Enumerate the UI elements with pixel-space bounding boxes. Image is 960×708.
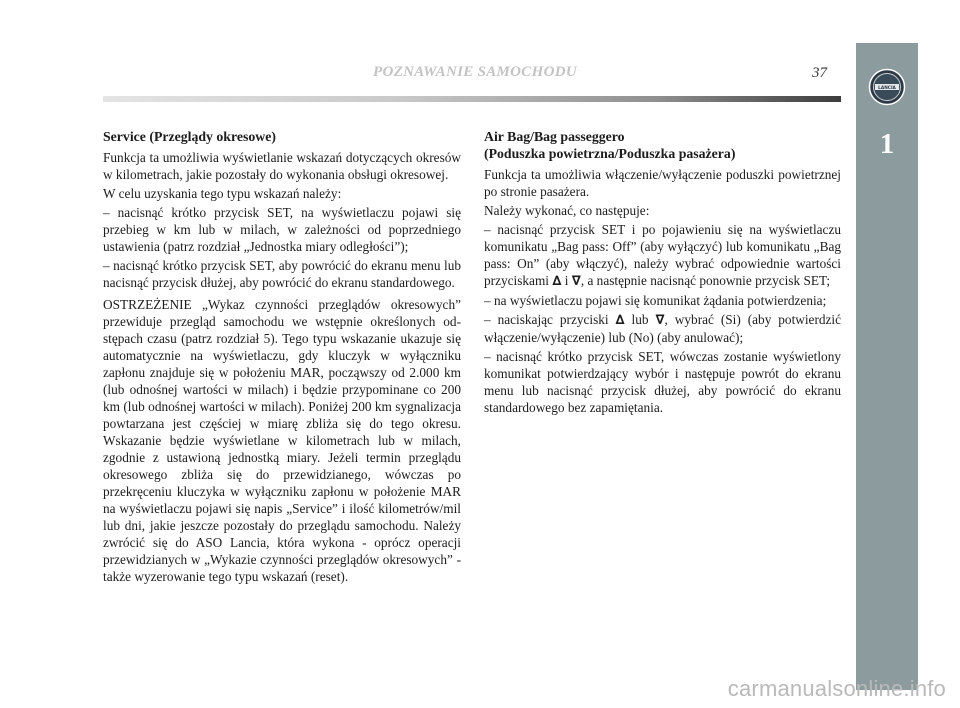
chapter-number: 1	[879, 128, 895, 160]
airbag-step-4: – nacisnąć krótko przycisk SET, wówczas zostanie wyświetlony komunikat potwierdzający wybór i następuje powrót do ekranu menu lub nacisnąć przycisk dłużej, aby powrócić do ekranu standardowego bez zapamiętania.	[484, 349, 841, 415]
airbag-step-1-text: – nacisnąć przycisk SET i po pojawieniu się na wyświetlaczu komunikatu „Bag pass: Off” (aby wyłączyć) lub komunikatu „Bag pass: On” (aby włączyć), należy wybrać odpowiednie wartości przyciskami	[484, 222, 841, 288]
airbag-step-3-or: lub	[631, 312, 649, 327]
airbag-step-1-and: i	[564, 273, 569, 288]
service-instruction: W celu uzyskania tego typu wskazań należy:	[103, 186, 342, 201]
airbag-step-1-tail: , a następnie nacisnąć ponownie przycisk SET;	[580, 273, 831, 288]
service-step-1: – nacisnąć krótko przycisk SET, na wyświetlaczu pojawi się przebieg w km lub w milach, w zależności od poprzedniego ustawienia (patrz rozdział „Jednostka miary odległości”);	[103, 205, 461, 254]
up-arrow-icon: ∆	[615, 313, 625, 328]
airbag-instruction: Należy wykonać, co następuje:	[484, 203, 650, 218]
airbag-heading-line-1: Air Bag/Bag passeggero	[484, 129, 625, 144]
service-step-2: – nacisnąć krótko przycisk SET, aby powrócić do ekranu menu lub nacisnąć przycisk dłużej, aby powrócić do ekranu standardowego.	[103, 258, 461, 290]
page-header-title: POZNAWANIE SAMOCHODU	[373, 64, 577, 80]
service-intro: Funkcja ta umożliwia wyświetlanie wskazań dotyczących okresów w kilometrach, jakie pozostały do wykonania obsługi okresowej.	[103, 150, 461, 182]
airbag-step-3-tail: , wybrać (Si) (aby potwierdzić włączenie/wyłączenie) lub (No) (aby anulować);	[484, 312, 842, 345]
airbag-step-3	[484, 311, 841, 346]
service-warning: OSTRZEŻENIE „Wykaz czynności przeglądów okresowych” przewiduje przegląd samochodu we wstępnie określonych odstępach czasu (patrz rozdział 5). Tego typu wskazanie ukazuje się automatycznie na wyświetlaczu, gdy kluczyk w wyłączniku zapłonu znajduje się w położeniu MAR, począwszy od 2.000 km (lub odnośnej wartości w milach) i będzie przypominane co 200 km (lub odnośnej wartości w milach). Poniżej 200 km sygnalizacja powtarzana jest częściej w miarę zbliża się do tego okresu. Wskazanie będzie wyświetlane w kilometrach lub w milach, zgodnie z ustawioną jednostką miary. Jeżeli termin przeglądu okresowego zbliża się do przewidzianego, wówczas po przekręceniu kluczyka w wyłączniku zapłonu w położenie MAR na wyświetlaczu pojawi się napis „Service” i ilość kilometrów/mil lub dni, jakie jeszcze pozostały do przeglądu samochodu. Należy zwrócić się do ASO Lancia, która wykona - oprócz operacji przewidzianych w „Wykazie czynności przeglądów okresowych” - także wyzerowanie tego typu wskazań (reset).	[103, 297, 461, 584]
up-arrow-icon: ∆	[552, 274, 562, 289]
airbag-step-1	[484, 221, 841, 290]
down-arrow-icon: ∇	[655, 313, 665, 328]
left-column	[103, 128, 461, 590]
airbag-step-3-text: – naciskając przyciski	[484, 312, 609, 327]
airbag-heading	[484, 128, 841, 162]
page-number: 37	[812, 65, 827, 81]
airbag-intro: Funkcja ta umożliwia włączenie/wyłączenie poduszki powietrznej po stronie pasażera.	[484, 167, 841, 199]
right-column	[484, 128, 841, 421]
airbag-heading-line-2: (Poduszka powietrzna/Poduszka pasażera)	[484, 146, 736, 161]
airbag-step-2: – na wyświetlaczu pojawi się komunikat żądania potwierdzenia;	[484, 293, 827, 308]
footer-watermark: carmanualsonline.info	[727, 676, 946, 701]
down-arrow-icon: ∇	[571, 274, 581, 289]
header-rule	[103, 96, 841, 102]
service-heading: Service (Przeglądy okresowe)	[103, 129, 276, 144]
lancia-logo-icon	[868, 68, 906, 106]
svg-text:LANCIA: LANCIA	[878, 86, 896, 91]
